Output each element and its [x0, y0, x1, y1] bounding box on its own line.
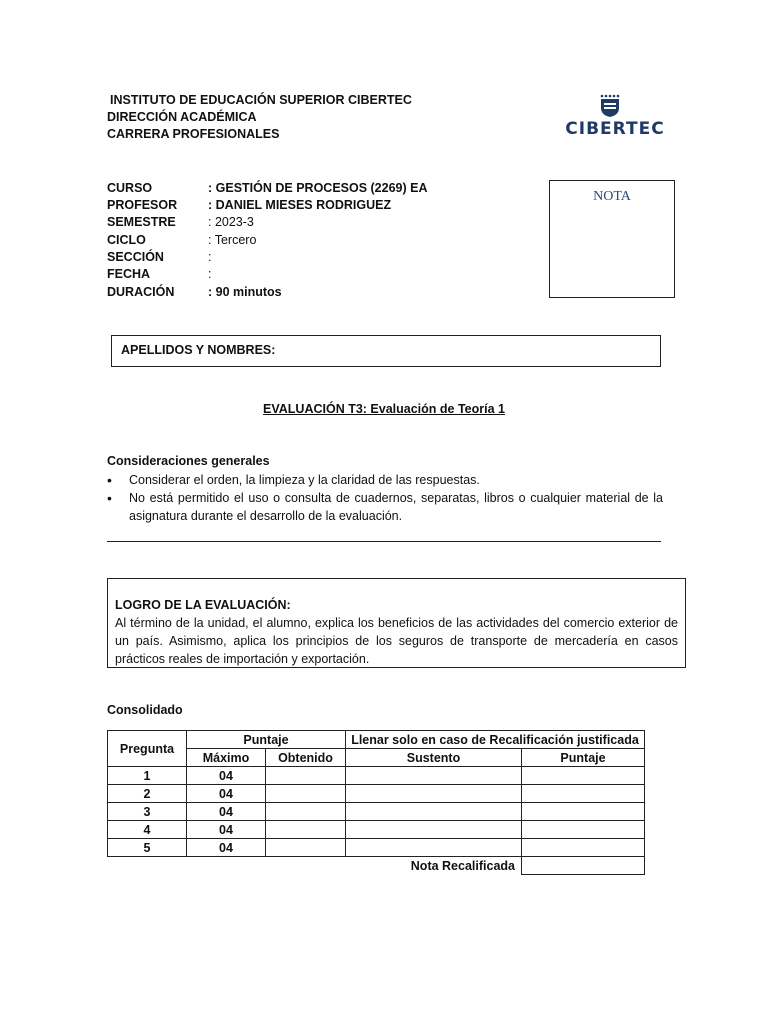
names-label: APELLIDOS Y NOMBRES:	[121, 343, 276, 357]
table-row	[108, 785, 645, 803]
pregunta-cell: 5	[108, 839, 187, 857]
info-value: : Tercero	[208, 233, 257, 247]
puntaje-recal-cell[interactable]	[522, 767, 645, 785]
evaluation-title: EVALUACIÓN T3: Evaluación de Teoría 1	[263, 402, 505, 416]
nota-recalificada-cell[interactable]	[522, 857, 645, 875]
logo-text: CIBERTEC	[565, 119, 665, 139]
maximo-cell: 04	[187, 839, 266, 857]
academic-direction: DIRECCIÓN ACADÉMICA	[107, 110, 257, 124]
info-label: CICLO	[107, 233, 146, 247]
maximo-cell: 04	[187, 803, 266, 821]
info-value: : GESTIÓN DE PROCESOS (2269) EA	[208, 181, 428, 195]
logro-box	[107, 578, 686, 668]
score-table	[107, 730, 645, 875]
puntaje-recal-cell[interactable]	[522, 839, 645, 857]
logro-text: Al término de la unidad, el alumno, explica los beneficios de las actividades del comercio exterior de un país. Asimismo, aplica los principios de los seguros de transporte de mercadería en casos prácticos reales de importación y exportación.	[115, 616, 678, 666]
considerations-title: Consideraciones generales	[107, 454, 270, 468]
sustento-cell[interactable]	[346, 803, 522, 821]
shield-logo-icon	[598, 94, 622, 118]
career-label: CARRERA PROFESIONALES	[107, 127, 280, 141]
info-value: : DANIEL MIESES RODRIGUEZ	[208, 198, 392, 212]
obtenido-cell[interactable]	[266, 785, 346, 803]
considerations-list	[107, 471, 663, 525]
sustento-cell[interactable]	[346, 821, 522, 839]
puntaje-recal-cell[interactable]	[522, 803, 645, 821]
header-puntaje-recal: Puntaje	[522, 749, 645, 767]
header-recalificacion: Llenar solo en caso de Recalificación justificada	[346, 731, 645, 749]
obtenido-cell[interactable]	[266, 803, 346, 821]
table-row	[108, 821, 645, 839]
nota-box	[549, 180, 675, 298]
nota-label: NOTA	[593, 189, 631, 204]
table-row	[108, 839, 645, 857]
maximo-cell: 04	[187, 821, 266, 839]
info-label: SEMESTRE	[107, 215, 176, 229]
sustento-cell[interactable]	[346, 785, 522, 803]
sustento-cell[interactable]	[346, 767, 522, 785]
consideration-item: • Considerar el orden, la limpieza y la claridad de las respuestas.	[107, 471, 663, 489]
consideration-item: • No está permitido el uso o consulta de cuadernos, separatas, libros o cualquier material de la asignatura durante el desarrollo de la evaluación.	[107, 489, 663, 525]
obtenido-cell[interactable]	[266, 839, 346, 857]
header-obtenido: Obtenido	[266, 749, 346, 767]
cibertec-logo	[560, 94, 670, 144]
header-sustento: Sustento	[346, 749, 522, 767]
table-row	[108, 767, 645, 785]
pregunta-cell: 1	[108, 767, 187, 785]
puntaje-recal-cell[interactable]	[522, 785, 645, 803]
info-label: SECCIÓN	[107, 250, 164, 264]
pregunta-cell: 2	[108, 785, 187, 803]
info-label: FECHA	[107, 267, 151, 281]
pregunta-cell: 4	[108, 821, 187, 839]
nota-recalificada-label: Nota Recalificada	[410, 858, 515, 873]
info-label: DURACIÓN	[107, 285, 175, 299]
sustento-cell[interactable]	[346, 839, 522, 857]
divider	[107, 541, 661, 542]
consolidado-title: Consolidado	[107, 703, 183, 717]
info-label: PROFESOR	[107, 198, 178, 212]
header-maximo: Máximo	[187, 749, 266, 767]
info-value: :	[208, 250, 212, 264]
puntaje-recal-cell[interactable]	[522, 821, 645, 839]
header-pregunta: Pregunta	[108, 731, 187, 767]
info-value: :	[208, 267, 212, 281]
pregunta-cell: 3	[108, 803, 187, 821]
maximo-cell: 04	[187, 767, 266, 785]
names-field[interactable]	[111, 335, 661, 367]
logro-title: LOGRO DE LA EVALUACIÓN:	[115, 598, 291, 612]
maximo-cell: 04	[187, 785, 266, 803]
info-value: : 90 minutos	[208, 285, 282, 299]
info-label: CURSO	[107, 181, 153, 195]
info-value: : 2023-3	[208, 215, 254, 229]
header-puntaje: Puntaje	[187, 731, 346, 749]
institution-name: INSTITUTO DE EDUCACIÓN SUPERIOR CIBERTEC	[110, 93, 412, 107]
table-row	[108, 803, 645, 821]
obtenido-cell[interactable]	[266, 821, 346, 839]
obtenido-cell[interactable]	[266, 767, 346, 785]
